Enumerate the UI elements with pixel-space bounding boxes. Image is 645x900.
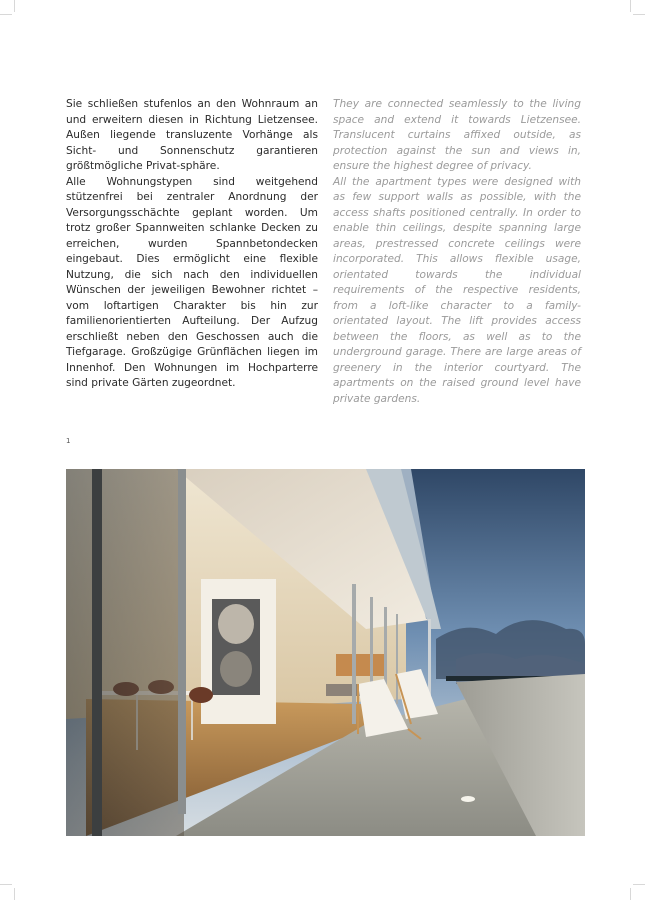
crop-mark bbox=[0, 884, 12, 885]
english-paragraph: All the apartment types were designed with as few support walls as possible, with the access shafts positioned centrally. In order to enable thin ceilings, despite spanning large areas, prestressed concrete ceilings were incorporated. This allows flexible usage, orientated towards the individual requirements of the respective residents, from a loft-like character to a family-orientated layout. The lift provides access between the floors, as well as to the underground garage. There are large areas of greenery in the interior courtyard. The apartments on the raised ground level have private gardens. bbox=[333, 175, 581, 405]
crop-mark bbox=[633, 884, 645, 885]
terrace-rendering-image bbox=[66, 469, 585, 836]
terrace-illustration bbox=[66, 469, 585, 836]
crop-mark bbox=[633, 14, 645, 15]
english-paragraph: They are connected seamlessly to the living space and extend it towards Lietzensee. Translucent curtains affixed outside, as protection against the sun and views in, ensure the highest degree of privacy. bbox=[333, 98, 581, 172]
crop-mark bbox=[14, 888, 15, 900]
figure-number: 1 bbox=[66, 437, 71, 445]
german-paragraph: Alle Wohnungstypen sind weitgehend stützenfrei bei zentraler Anordnung der Versorgungsschächte geplant worden. Um trotz großer Spannweiten schlanke Decken zu erreichen, wurden Spannbetondecken eingebaut. Dies ermöglicht eine flexible Nutzung, die sich nach den individuellen Wünschen der jeweiligen Bewohner richtet – vom loftartigen Charakter bis hin zur familienorientierten Aufteilung. Der Aufzug erschließt neben den Geschossen auch die Tiefgarage. Großzügige Grünflächen liegen im Innenhof. Den Wohnungen im Hochparterre sind private Gärten zugeordnet. bbox=[66, 175, 318, 389]
crop-mark bbox=[630, 888, 631, 900]
crop-mark bbox=[630, 0, 631, 12]
english-text-column bbox=[333, 97, 581, 407]
crop-mark bbox=[14, 0, 15, 12]
german-text-column bbox=[66, 97, 318, 392]
crop-mark bbox=[0, 14, 12, 15]
german-paragraph: Sie schließen stufenlos an den Wohnraum an und erweitern diesen in Richtung Lietzensee. Außen liegende transluzente Vorhänge als Sicht- und Sonnenschutz garantieren größtmögliche Privat-sphäre. bbox=[66, 98, 318, 172]
